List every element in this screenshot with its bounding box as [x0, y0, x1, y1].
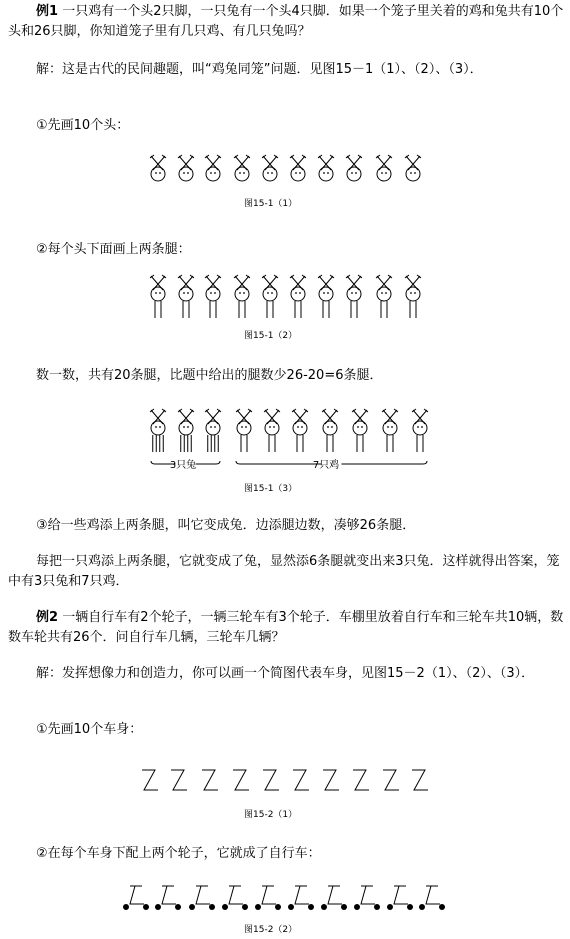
- bicycle-4: [222, 886, 248, 910]
- legs: [267, 301, 273, 318]
- chicken-4: [234, 275, 250, 301]
- vehicle-body-2: [171, 770, 187, 790]
- legs: [269, 435, 275, 452]
- legs: [323, 301, 329, 318]
- figure-15-2-2-caption: 图15-2（2）: [244, 925, 298, 935]
- figure-15-1-1-caption: 图15-1（1）: [244, 199, 298, 209]
- chicken-head-10: [405, 155, 421, 181]
- legs: [183, 301, 189, 318]
- chicken-head-2: [178, 155, 194, 181]
- chicken-head-5: [262, 155, 278, 181]
- chicken-6: [290, 275, 306, 301]
- chicken-4: [236, 409, 252, 435]
- vehicle-body-5: [263, 770, 279, 790]
- legs: [153, 435, 164, 452]
- figure-15-2-1: [0, 762, 570, 802]
- chicken-9: [376, 275, 392, 301]
- bicycle-6: [288, 886, 314, 910]
- legs: [381, 301, 387, 318]
- example2-label: 例2: [36, 610, 59, 625]
- bicycle-8: [354, 886, 380, 910]
- vehicle-body-1: [142, 770, 158, 790]
- vehicle-body-8: [353, 770, 369, 790]
- figure-15-1-2: [0, 272, 570, 322]
- rabbit-1: [150, 409, 166, 435]
- example2-step1: ①先画10个车身：: [36, 722, 143, 737]
- example1-conclusion: 每把一只鸡添上两条腿，它就变成了兔，显然添6条腿就变出来3只兔．这样就得出答案，笼中有3只兔和7只鸡．: [8, 554, 560, 589]
- chicken-head-8: [346, 155, 362, 181]
- chicken-7: [322, 409, 338, 435]
- legs: [327, 435, 333, 452]
- vehicle-body-9: [383, 770, 399, 790]
- chicken-7: [318, 275, 334, 301]
- legs: [387, 435, 393, 452]
- example1-step3: ③给一些鸡添上两条腿，叫它变成兔．边添腿边数，凑够26条腿．: [36, 518, 416, 533]
- chicken-1: [150, 275, 166, 301]
- chicken-group-label: 7只鸡: [312, 460, 340, 471]
- rabbit-2: [178, 409, 194, 435]
- legs: [208, 435, 219, 452]
- legs: [357, 435, 363, 452]
- example1-step1: ①先画10个头：: [36, 118, 130, 133]
- rabbit-3: [205, 409, 221, 435]
- example1-problem: [8, 2, 564, 42]
- bicycle-3: [189, 886, 215, 910]
- vehicle-body-7: [323, 770, 339, 790]
- bicycle-5: [255, 886, 281, 910]
- chicken-head-3: [205, 155, 221, 181]
- chicken-head-7: [318, 155, 334, 181]
- legs: [295, 301, 301, 318]
- chicken-8: [346, 275, 362, 301]
- legs: [410, 301, 416, 318]
- example2-step2: ②在每个车身下配上两个轮子，它就成了自行车：: [36, 846, 321, 861]
- chicken-3: [205, 275, 221, 301]
- example1-label: 例1: [36, 4, 59, 19]
- figure-15-1-3-caption: 图15-1（3）: [244, 484, 298, 494]
- legs: [351, 301, 357, 318]
- chicken-2: [178, 275, 194, 301]
- chicken-head-6: [290, 155, 306, 181]
- chicken-head-1: [150, 155, 166, 181]
- figure-15-1-2-caption: 图15-1（2）: [244, 331, 298, 341]
- legs: [181, 435, 192, 452]
- example2-problem: [8, 608, 564, 648]
- legs: [210, 301, 216, 318]
- chicken-head-9: [376, 155, 392, 181]
- vehicle-body-6: [293, 770, 309, 790]
- vehicle-body-4: [233, 770, 249, 790]
- figure-15-1-1: [0, 152, 570, 192]
- figure-15-1-3: [0, 408, 570, 470]
- legs: [239, 301, 245, 318]
- chicken-5: [262, 275, 278, 301]
- legs: [297, 435, 303, 452]
- chicken-10: [412, 409, 428, 435]
- bicycle-1: [123, 886, 149, 910]
- example1-step2: ②每个头下面画上两条腿：: [36, 242, 191, 257]
- example1-text: 一只鸡有一个头2只脚，一只兔有一个头4只脚．如果一个笼子里关着的鸡和兔共有10个头和26只脚，你知道笼子里有几只鸡、有几只兔吗？: [8, 4, 564, 39]
- chicken-5: [264, 409, 280, 435]
- chicken-10: [405, 275, 421, 301]
- figure-15-2-2: [0, 880, 570, 920]
- chicken-head-4: [234, 155, 250, 181]
- bicycle-7: [321, 886, 347, 910]
- example2-solution: 解：发挥想像力和创造力，你可以画一个简图代表车身，见图15－2（1）、（2）、（3）．: [36, 666, 535, 681]
- example2-text: 一辆自行车有2个轮子，一辆三轮车有3个轮子．车棚里放着自行车和三轮车共10辆，数数车轮共有26个．问自行车几辆，三轮车几辆？: [8, 610, 564, 645]
- legs: [155, 301, 161, 318]
- rabbit-group-label: 3只兔: [169, 460, 197, 471]
- vehicle-body-3: [202, 770, 218, 790]
- legs: [241, 435, 247, 452]
- chicken-6: [292, 409, 308, 435]
- figure-15-2-1-caption: 图15-2（1）: [244, 810, 298, 820]
- example1-count: 数一数，共有20条腿，比题中给出的腿数少26-20=6条腿．: [36, 368, 383, 383]
- bicycle-9: [387, 886, 413, 910]
- chicken-9: [382, 409, 398, 435]
- vehicle-body-10: [412, 770, 428, 790]
- bicycle-2: [155, 886, 181, 910]
- chicken-8: [352, 409, 368, 435]
- legs: [417, 435, 423, 452]
- bicycle-10: [419, 886, 445, 910]
- example1-solution: 解：这是古代的民间趣题，叫“鸡兔同笼”问题．见图15－1（1）、（2）、（3）．: [36, 62, 483, 77]
